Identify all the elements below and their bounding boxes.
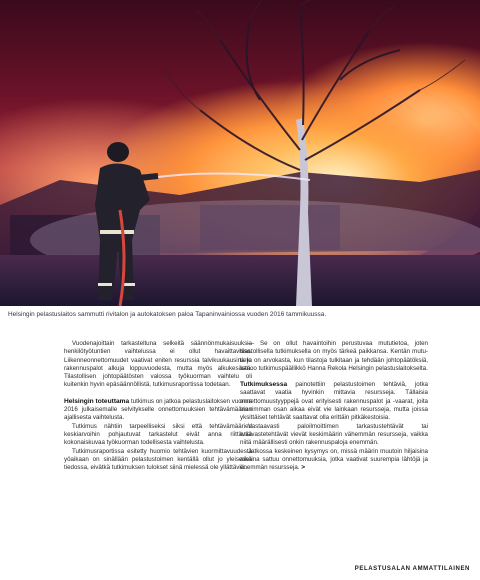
paragraph: — Se on ollut havaintoihin perustuvaa mututietoa, joten tilastollisella tutkimuksella on myös tärkeä paikkansa. Kentän mutu-tieto on arvokasta, kun tilastoja tulkitaan ja tehdään johtopäätöksiä, sanoo tutkimuspäällikkö Hanna Rekola Helsingin pelastuslaitokselta. [240,340,428,372]
article-column-left [64,340,252,472]
paragraph-body: tutkimus on jatkoa pelastuslaitoksen vuonna 2016 julkaisemalle selvitykselle onnettomuuksien tehtävämäärien ajallisesta vaihtelusta. [64,397,253,422]
paragraph: Tutkimusraportissa esitetty huomio tehtävien kuormittavuudesta yöaikaan on sinällään pelastustoimen kentällä ollut jo yleisessä tiedossa, eivätkä tutkimuksen tulokset siinä mielessä ole yllättäviä. [64,447,252,472]
paragraph [240,448,428,473]
paragraph: Vuodenajoittain tarkasteltuna selkeitä säännönmukaisuuksia henkilötyötuntien vaihtelussa ei ollut havaittavissa. Liikenneonnettomuudet vaativat eniten resurssia talvikuukausina ja rakennuspalot alkuja loppuvuodesta, mutta myös alkukesästä. Tilastollisen johtopäätösten valossa työkuorman vaihtelu oli kuitenkin hyvin epäsäännöllistä, tutkimusraportissa todetaan. [64,340,252,389]
paragraph [64,398,252,423]
paragraph: Tutkimus nähtiin tarpeelliseksi siksi että tehtävämäärien keskiarvoihin pohjautuvat tarkastelut eivät anna riittävää kokonaiskuvaa työkuorman todellisesta vaihtelusta. [64,422,252,447]
paragraph-lead: Tutkimuksessa [240,381,288,389]
photo-caption: Helsingin pelastuslaitos sammutti rivitalon ja autokatoksen paloa Tapaninvainiossa vuoden 2016 tammikuussa. [8,311,327,318]
paragraph: Vastaavasti paloilmoittimen tarkastustehtävät tai ensivastetehtävät vievät keskimäärin vähemmän resursseja, vaikka niitä määrällisesti onkin rakennuspaloja enemmän. [240,422,428,447]
paragraph-lead: Helsingin toteuttama [64,397,130,405]
paragraph [240,381,428,422]
paragraph-body: Jatkossa keskeinen kysymys on, missä määrin muutoin hiljaisina aikoina sattuu onnettomuuksia, jotka vaativat suurempia lähtöjä ja enemmän resursseja. [240,447,428,472]
article-column-right [240,340,428,472]
magazine-footer: PELASTUSALAN AMMATTILAINEN [354,566,470,572]
paragraph-body: painotettiin pelastustoimen tehtäviä, jotka saattavat vaatia hyvinkin mittavia resursseja. Tällaisia onnettomuustyyppejä ovat erityisesti rakennuspalot ja -vaarat, joita suurimman osan aikaa eivät vie lainkaan resursseja, mutta joissa yksittäiset tehtävät saattavat olla erittäin pitkäkestoisia. [240,381,428,422]
continue-mark: > [301,464,306,472]
